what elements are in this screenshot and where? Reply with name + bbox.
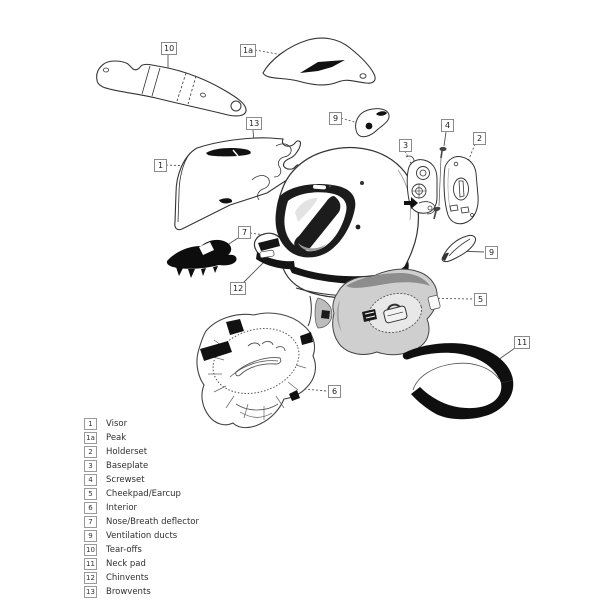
callout-vent-side: 9 [485, 246, 498, 259]
legend-label: Holderset [106, 447, 148, 457]
legend-row-peak [84, 431, 199, 445]
legend-row-visor [84, 417, 199, 431]
legend-label: Tear-offs [106, 545, 142, 555]
legend-num: 2 [84, 446, 97, 458]
callout-cheekpad: 5 [474, 293, 487, 306]
callout-holderset: 2 [473, 132, 486, 145]
ventilation-duct-top-drawing [356, 109, 389, 137]
callout-screwset: 4 [441, 119, 454, 132]
legend-num: 6 [84, 502, 97, 514]
legend-num: 10 [84, 544, 97, 556]
legend-row-interior [84, 501, 199, 515]
legend-num: 3 [84, 460, 97, 472]
legend-label: Browvents [106, 587, 151, 597]
legend-row-chinvents [84, 571, 199, 585]
legend-num: 1 [84, 418, 97, 430]
legend-row-holderset [84, 445, 199, 459]
legend-label: Neck pad [106, 559, 146, 569]
interior-liner-drawing [197, 313, 315, 428]
legend-label: Chinvents [106, 573, 149, 583]
ventilation-duct-side-drawing [442, 235, 476, 261]
legend-label: Screwset [106, 475, 145, 485]
callout-visor: 1 [154, 159, 167, 172]
legend-label: Visor [106, 419, 128, 429]
legend-num: 4 [84, 474, 97, 486]
legend-num: 5 [84, 488, 97, 500]
legend-label: Ventilation ducts [106, 531, 178, 541]
legend-row-ventducts [84, 529, 199, 543]
legend-row-deflector [84, 515, 199, 529]
legend-row-neckpad [84, 557, 199, 571]
legend-row-browvents [84, 585, 199, 599]
callout-tearoffs: 10 [161, 42, 177, 55]
legend-label: Baseplate [106, 461, 149, 471]
legend-num: 11 [84, 558, 97, 570]
callout-baseplate: 3 [399, 139, 412, 152]
callout-browvents: 13 [246, 117, 262, 130]
callout-vent-top: 9 [329, 112, 342, 125]
peak-drawing [263, 38, 375, 85]
legend-row-baseplate [84, 459, 199, 473]
holderset-drawing [444, 156, 478, 223]
legend-num: 7 [84, 516, 97, 528]
legend-label: Cheekpad/Earcup [106, 489, 181, 499]
breath-deflector-drawing [167, 240, 237, 278]
legend-label: Peak [106, 433, 127, 443]
legend-num: 12 [84, 572, 97, 584]
legend-num: 1a [84, 432, 97, 444]
legend-row-cheekpad [84, 487, 199, 501]
callout-chinvents: 12 [230, 282, 246, 295]
callout-interior: 6 [328, 385, 341, 398]
callout-peak: 1a [240, 44, 256, 57]
parts-legend [84, 417, 199, 599]
legend-num: 9 [84, 530, 97, 542]
tear-off-strip-drawing [97, 61, 246, 116]
legend-row-screwset [84, 473, 199, 487]
callout-deflector: 7 [238, 226, 251, 239]
legend-label: Interior [106, 503, 138, 513]
callout-neckpad: 11 [514, 336, 530, 349]
legend-row-tearoffs [84, 543, 199, 557]
cheekpad-earcup-drawing [333, 269, 441, 354]
legend-num: 13 [84, 586, 97, 598]
neck-pad-drawing [403, 343, 513, 419]
legend-label: Nose/Breath deflector [106, 517, 199, 527]
